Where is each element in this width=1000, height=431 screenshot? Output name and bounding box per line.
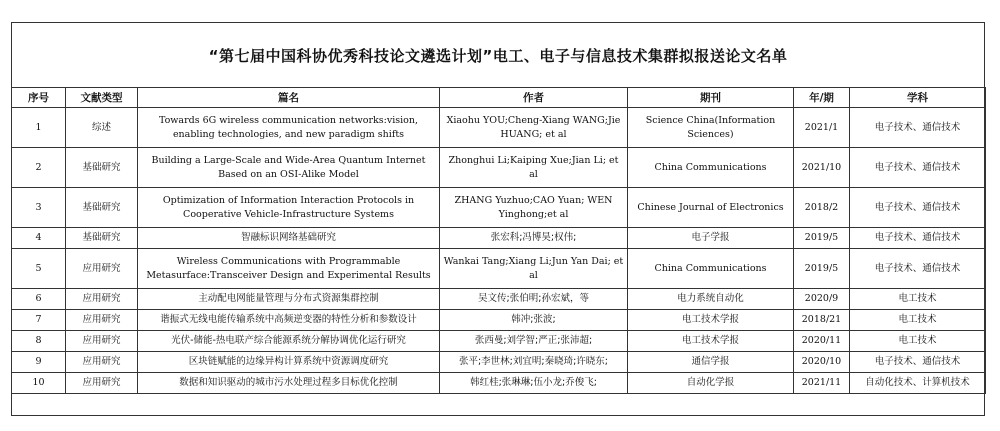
cell-no: 3 <box>12 188 66 228</box>
cell-journal: Science China(Information Sciences) <box>628 108 794 148</box>
cell-no: 10 <box>12 373 66 394</box>
cell-subject: 电子技术、通信技术 <box>850 108 986 148</box>
cell-subject: 电子技术、通信技术 <box>850 249 986 289</box>
cell-type: 基础研究 <box>66 148 138 188</box>
cell-subject: 电子技术、通信技术 <box>850 228 986 249</box>
cell-type: 综述 <box>66 108 138 148</box>
cell-author: Zhonghui Li;Kaiping Xue;Jian Li; et al <box>440 148 628 188</box>
cell-no: 1 <box>12 108 66 148</box>
cell-issue: 2021/11 <box>794 373 850 394</box>
table-row <box>12 352 986 373</box>
cell-journal: 电工技术学报 <box>628 331 794 352</box>
cell-journal: China Communications <box>628 249 794 289</box>
cell-issue: 2020/11 <box>794 331 850 352</box>
cell-subject: 电子技术、通信技术 <box>850 188 986 228</box>
cell-journal: 电工技术学报 <box>628 310 794 331</box>
cell-type: 应用研究 <box>66 289 138 310</box>
cell-journal: Chinese Journal of Electronics <box>628 188 794 228</box>
header-subject: 学科 <box>850 88 986 108</box>
cell-journal: 电子学报 <box>628 228 794 249</box>
header-type: 文献类型 <box>66 88 138 108</box>
cell-no: 9 <box>12 352 66 373</box>
header-issue: 年/期 <box>794 88 850 108</box>
cell-paper: Optimization of Information Interaction Protocols in Cooperative Vehicle-Infrastructure Systems <box>138 188 440 228</box>
cell-type: 应用研究 <box>66 249 138 289</box>
header-author: 作者 <box>440 88 628 108</box>
cell-no: 7 <box>12 310 66 331</box>
cell-no: 4 <box>12 228 66 249</box>
document-title: “第七届中国科协优秀科技论文遴选计划”电工、电子与信息技术集群拟报送论文名单 <box>208 46 788 65</box>
table-row <box>12 249 986 289</box>
cell-author: 张宏科;冯博昊;权伟; <box>440 228 628 249</box>
cell-author: ZHANG Yuzhuo;CAO Yuan; WEN Yinghong;et al <box>440 188 628 228</box>
cell-subject: 自动化技术、计算机技术 <box>850 373 986 394</box>
cell-subject: 电工技术 <box>850 310 986 331</box>
cell-journal: 通信学报 <box>628 352 794 373</box>
cell-issue: 2019/5 <box>794 228 850 249</box>
table-row <box>12 331 986 352</box>
cell-issue: 2020/10 <box>794 352 850 373</box>
table-row <box>12 188 986 228</box>
cell-paper: Towards 6G wireless communication networks:vision, enabling technologies, and new paradigm shifts <box>138 108 440 148</box>
cell-author: 吴文传;张伯明;孙宏斌，等 <box>440 289 628 310</box>
cell-journal: 电力系统自动化 <box>628 289 794 310</box>
table-row <box>12 228 986 249</box>
table-row <box>12 310 986 331</box>
cell-issue: 2021/1 <box>794 108 850 148</box>
cell-paper: 智融标识网络基础研究 <box>138 228 440 249</box>
cell-issue: 2020/9 <box>794 289 850 310</box>
cell-author: 韩红桂;张琳琳;伍小龙;乔俊飞; <box>440 373 628 394</box>
document-sheet <box>11 22 985 416</box>
cell-author: 张西曼;刘学智;严正;张沛超; <box>440 331 628 352</box>
cell-subject: 电工技术 <box>850 289 986 310</box>
cell-type: 应用研究 <box>66 352 138 373</box>
cell-journal: 自动化学报 <box>628 373 794 394</box>
cell-paper: 区块链赋能的边缘异构计算系统中资源调度研究 <box>138 352 440 373</box>
cell-paper: 数据和知识驱动的城市污水处理过程多目标优化控制 <box>138 373 440 394</box>
cell-paper: Wireless Communications with Programmable Metasurface:Transceiver Design and Experimental Results <box>138 249 440 289</box>
header-paper: 篇名 <box>138 88 440 108</box>
cell-issue: 2019/5 <box>794 249 850 289</box>
cell-subject: 电子技术、通信技术 <box>850 352 986 373</box>
table-row <box>12 373 986 394</box>
cell-subject: 电子技术、通信技术 <box>850 148 986 188</box>
cell-author: Wankai Tang;Xiang Li;Jun Yan Dai; et al <box>440 249 628 289</box>
cell-type: 基础研究 <box>66 228 138 249</box>
cell-issue: 2018/21 <box>794 310 850 331</box>
cell-no: 5 <box>12 249 66 289</box>
cell-no: 6 <box>12 289 66 310</box>
cell-issue: 2021/10 <box>794 148 850 188</box>
cell-issue: 2018/2 <box>794 188 850 228</box>
paper-list-table <box>11 87 986 394</box>
header-no: 序号 <box>12 88 66 108</box>
table-row <box>12 148 986 188</box>
header-journal: 期刊 <box>628 88 794 108</box>
table-row <box>12 108 986 148</box>
cell-subject: 电工技术 <box>850 331 986 352</box>
cell-paper: 光伏-储能-热电联产综合能源系统分解协调优化运行研究 <box>138 331 440 352</box>
cell-type: 基础研究 <box>66 188 138 228</box>
table-row <box>12 289 986 310</box>
cell-author: Xiaohu YOU;Cheng-Xiang WANG;Jie HUANG; et al <box>440 108 628 148</box>
table-header-row <box>12 88 986 108</box>
cell-paper: 谐振式无线电能传输系统中高频逆变器的特性分析和参数设计 <box>138 310 440 331</box>
cell-journal: China Communications <box>628 148 794 188</box>
cell-no: 8 <box>12 331 66 352</box>
cell-author: 韩冲;张波; <box>440 310 628 331</box>
cell-no: 2 <box>12 148 66 188</box>
cell-type: 应用研究 <box>66 331 138 352</box>
cell-paper: 主动配电网能量管理与分布式资源集群控制 <box>138 289 440 310</box>
cell-paper: Building a Large-Scale and Wide-Area Quantum Internet Based on an OSI-Alike Model <box>138 148 440 188</box>
cell-type: 应用研究 <box>66 373 138 394</box>
cell-type: 应用研究 <box>66 310 138 331</box>
cell-author: 张平;李世林;刘宜明;秦晓琦;许晓东; <box>440 352 628 373</box>
